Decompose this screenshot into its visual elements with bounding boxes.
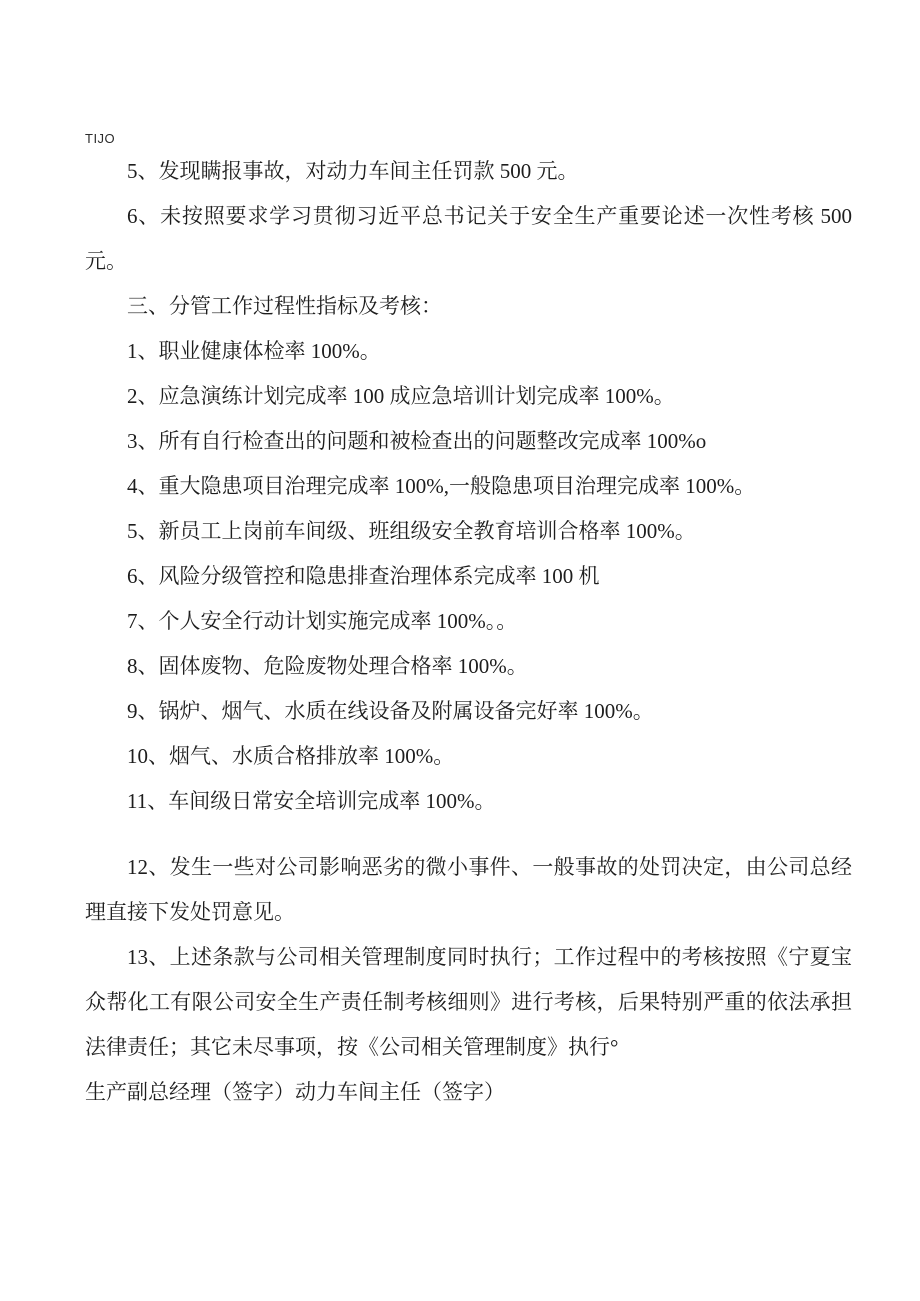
indicator-item-11: 11、车间级日常安全培训完成率 100%。 [127,789,496,813]
header-artifact-text: TIJO [85,131,116,146]
numbered-item-12-penalty-decision: 12、发生一些对公司影响恶劣的微小事件、一般事故的处罚决定，由公司总经理直接下发处罚意见。 [85,855,852,924]
document-body [0,131,920,1115]
numbered-item-13-execution-terms: 13、上述条款与公司相关管理制度同时执行；工作过程中的考核按照《宁夏宝众帮化工有限公司安全生产责任制考核细则》进行考核，后果特别严重的依法承担法律责任；其它未尽事项，按《公司相关管理制度》执行° [85,945,852,1059]
indicator-item-6: 6、风险分级管控和隐患排查治理体系完成率 100 机 [127,564,600,588]
numbered-item-5-concealed-accident: 5、发现瞒报事故，对动力车间主任罚款 500 元。 [127,159,579,183]
indicator-item-8: 8、固体废物、危险废物处理合格率 100%。 [127,654,528,678]
indicator-item-3: 3、所有自行检查出的问题和被检查出的问题整改完成率 100%o [127,429,707,453]
indicator-item-2: 2、应急演练计划完成率 100 成应急培训计划完成率 100%。 [127,384,675,408]
indicator-item-4: 4、重大隐患项目治理完成率 100%,一般隐患项目治理完成率 100%。 [127,474,756,498]
signature-line: 生产副总经理（签字）动力车间主任（签字） [85,1080,505,1104]
indicator-item-7: 7、个人安全行动计划实施完成率 100%。。 [127,609,518,633]
indicator-item-10: 10、烟气、水质合格排放率 100%。 [127,744,455,768]
indicator-item-5: 5、新员工上岗前车间级、班组级安全教育培训合格率 100%。 [127,519,696,543]
indicator-item-1: 1、职业健康体检率 100%。 [127,339,381,363]
indicator-item-9: 9、锅炉、烟气、水质在线设备及附属设备完好率 100%。 [127,699,654,723]
numbered-item-6-study-requirement: 6、未按照要求学习贯彻习近平总书记关于安全生产重要论述一次性考核 500 元。 [85,204,852,273]
section-heading-three: 三、分管工作过程性指标及考核： [127,294,442,318]
